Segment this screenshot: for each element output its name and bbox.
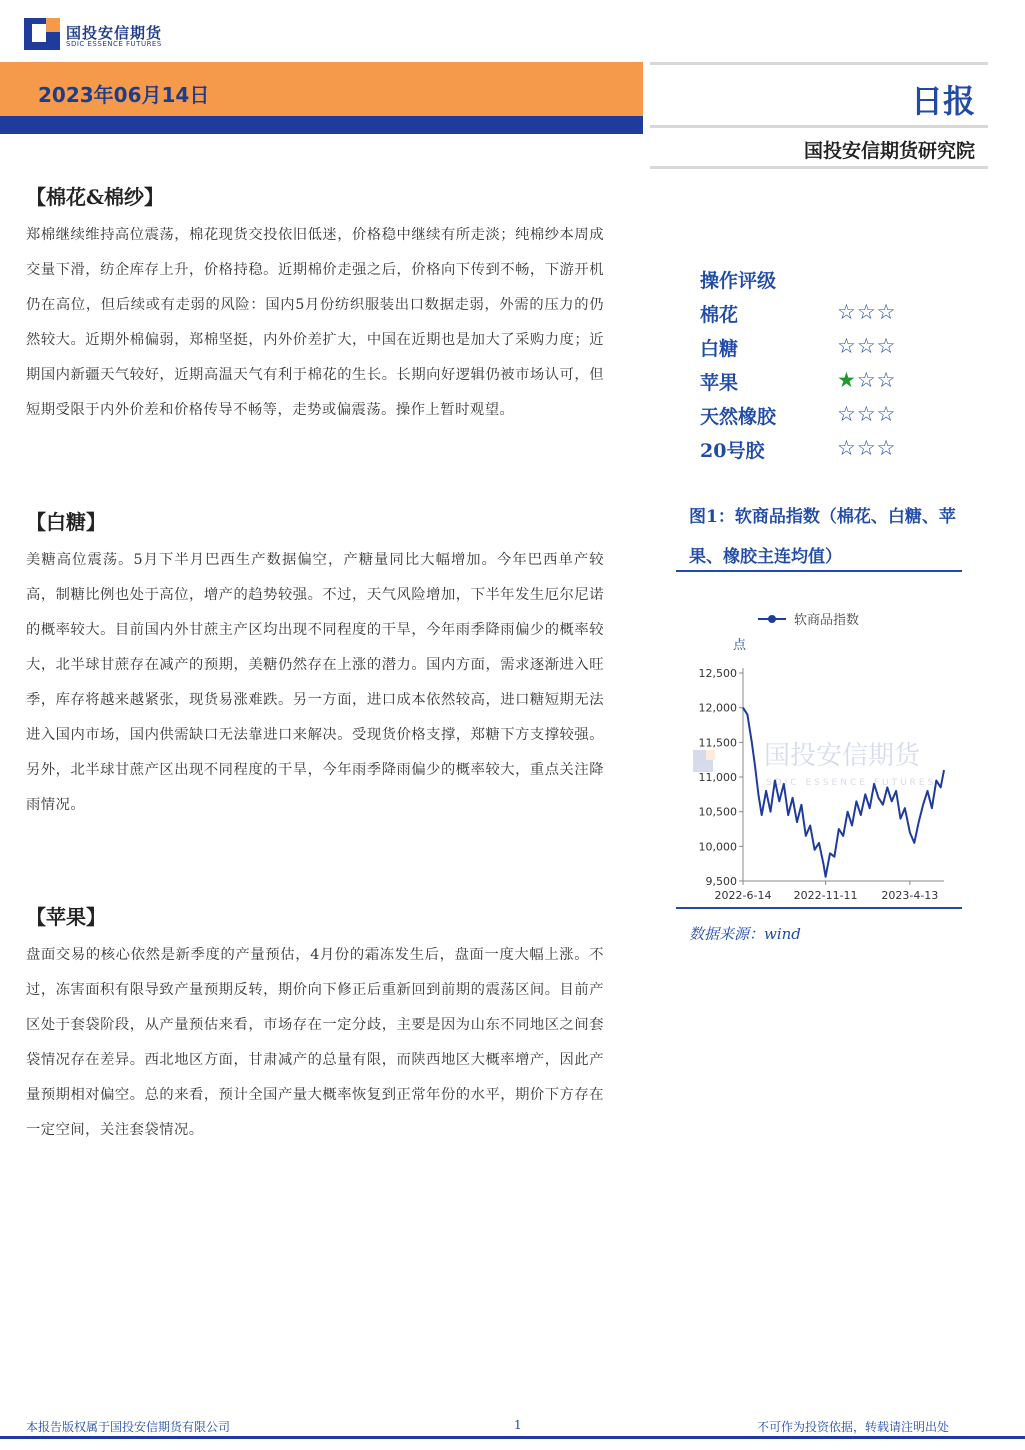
logo-text: 国投安信期货 <box>66 24 163 42</box>
logo-subtext: SDIC ESSENCE FUTURES <box>66 40 162 48</box>
x-tick-label: 2022-11-11 <box>793 889 858 902</box>
y-axis-unit: 点 <box>733 638 747 653</box>
rating-name: 棉花 <box>700 304 739 326</box>
star-empty-icon: ☆☆ <box>856 368 897 392</box>
rating-stars <box>837 368 896 392</box>
legend-marker-icon <box>768 615 776 623</box>
chart-plot <box>743 708 944 877</box>
header-blue-band <box>0 116 643 134</box>
rating-name: 20号胶 <box>700 440 765 462</box>
rating-name: 天然橡胶 <box>700 406 777 428</box>
watermark-subtext: SDIC ESSENCE FUTURES <box>766 778 937 788</box>
y-tick-label: 10,000 <box>698 840 737 854</box>
legend-label: 软商品指数 <box>794 613 860 628</box>
y-tick-label: 12,500 <box>698 667 737 680</box>
report-type: 日报 <box>910 82 975 120</box>
rating-stars: ☆☆☆ <box>837 300 897 324</box>
rating-row <box>700 334 930 367</box>
y-tick-label: 11,000 <box>698 771 737 784</box>
footer-disclaimer: 不可作为投资依据，转载请注明出处 <box>757 1420 950 1434</box>
footer-copyright: 本报告版权属于国投安信期货有限公司 <box>26 1420 231 1434</box>
section-title-sugar: 【白糖】 <box>26 510 106 534</box>
rating-name: 白糖 <box>700 338 739 360</box>
watermark-logo-accent-icon <box>706 750 715 760</box>
divider <box>650 62 988 65</box>
footer-line <box>0 1436 1025 1439</box>
divider <box>650 166 988 169</box>
rating-stars: ☆☆☆ <box>837 436 897 460</box>
figure-top-rule <box>676 570 962 572</box>
rating-stars: ☆☆☆ <box>837 402 897 426</box>
y-tick-label: 11,500 <box>698 736 737 750</box>
rating-row <box>700 436 930 469</box>
report-date: 2023年06月14日 <box>38 83 210 107</box>
y-tick-label: 10,500 <box>698 805 737 819</box>
series-line-soft-commodity-index <box>743 708 944 877</box>
institute-name: 国投安信期货研究院 <box>803 140 975 162</box>
rating-stars: ☆☆☆ <box>837 334 897 358</box>
rating-row <box>700 368 930 401</box>
line-chart <box>676 590 962 910</box>
rating-row <box>700 402 930 435</box>
x-tick-label: 2023-4-13 <box>881 889 939 902</box>
rating-row <box>700 300 930 333</box>
section-title-cotton: 【棉花&棉纱】 <box>26 185 165 209</box>
x-tick-label: 2022-6-14 <box>714 889 772 902</box>
section-body-sugar: 美糖高位震荡。5月下半月巴西生产数据偏空，产糖量同比大幅增加。今年巴西单产较高，制糖比例也处于高位，增产的趋势较强。不过，天气风险增加，下半年发生厄尔尼诺的概率较大。目前国内外甘蔗主产区均出现不同程度的干旱，今年雨季降雨偏少的概率较大，北半球甘蔗存在减产的预期，美糖仍然存在上涨的潜力。国内方面，需求逐渐进入旺季，库存将越来越紧张，现货易涨难跌。另一方面，进口成本依然较高，进口糖短期无法进入国内市场，国内供需缺口无法靠进口来解决。受现货价格支撑，郑糖下方支撑较强。另外，北半球甘蔗产区出现不同程度的干旱，今年雨季降雨偏少的概率较大，重点关注降雨情况。 <box>26 552 604 813</box>
figure-source: 数据来源：wind <box>689 925 801 943</box>
y-tick-label: 12,000 <box>698 701 737 715</box>
star-filled-icon: ★ <box>837 368 857 392</box>
y-tick-label: 9,500 <box>705 875 737 888</box>
rating-title: 操作评级 <box>700 270 777 292</box>
company-logo-icon <box>24 18 60 50</box>
section-title-apple: 【苹果】 <box>26 905 106 929</box>
section-body-apple: 盘面交易的核心依然是新季度的产量预估，4月份的霜冻发生后，盘面一度大幅上涨。不过，冻害面积有限导致产量预期反转，期价向下修正后重新回到前期的震荡区间。目前产区处于套袋阶段，从产量预估来看，市场存在一定分歧，主要是因为山东不同地区之间套袋情况存在差异。西北地区方面，甘肃减产的总量有限，而陕西地区大概率增产，因此产量预期相对偏空。总的来看，预计全国产量大概率恢复到正常年份的水平，期价下方存在一定空间，关注套袋情况。 <box>26 947 604 1138</box>
divider <box>650 125 988 128</box>
figure-bottom-rule <box>676 907 962 909</box>
page-number: 1 <box>514 1418 522 1432</box>
watermark-text: 国投安信期货 <box>764 741 921 771</box>
section-body-cotton: 郑棉继续维持高位震荡，棉花现货交投依旧低迷，价格稳中继续有所走淡；纯棉纱本周成交量下滑，纺企库存上升，价格持稳。近期棉价走强之后，价格向下传到不畅，下游开机仍在高位，但后续或有走弱的风险：国内5月份纺织服装出口数据走弱，外需的压力的仍然较大。近期外棉偏弱，郑棉坚挺，内外价差扩大，中国在近期也是加大了采购力度；近期国内新疆天气较好，近期高温天气有利于棉花的生长。长期向好逻辑仍被市场认可，但短期受限于内外价差和价格传导不畅等，走势或偏震荡。操作上暂时观望。 <box>26 227 604 418</box>
rating-name: 苹果 <box>700 372 739 394</box>
figure-title: 图1：软商品指数（棉花、白糖、苹果、橡胶主连均值） <box>689 507 956 567</box>
